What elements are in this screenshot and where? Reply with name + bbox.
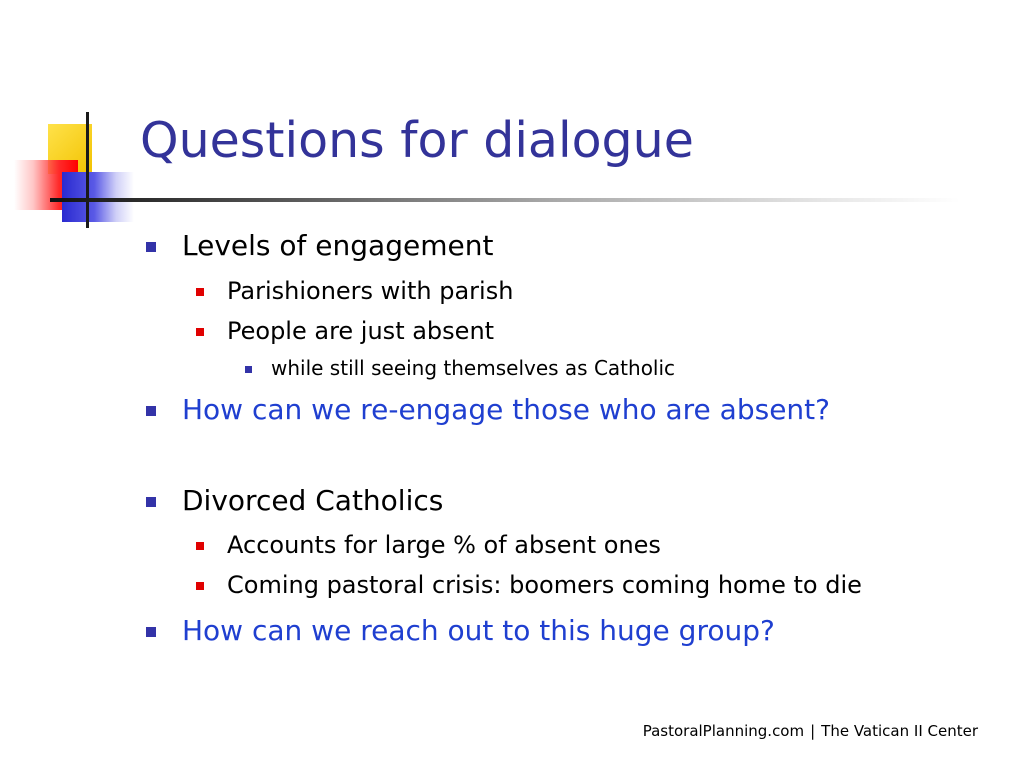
footer-org: The Vatican II Center (821, 722, 978, 740)
square-bullet-icon (245, 366, 252, 373)
bullet-text: People are just absent (227, 317, 495, 345)
vertical-rule (86, 112, 89, 228)
slide-footer (643, 722, 978, 740)
bullet-text: while still seeing themselves as Catholic (271, 356, 676, 380)
bullet-text: Coming pastoral crisis: boomers coming home to die (227, 571, 862, 599)
sub-bullet-item (227, 279, 513, 303)
square-bullet-icon (146, 627, 156, 637)
bullet-item-question (182, 393, 831, 426)
bullet-text: Parishioners with parish (227, 277, 514, 305)
blue-square-shape (62, 172, 134, 222)
sub-bullet-item (227, 573, 862, 597)
slide-title: Questions for dialogue (140, 112, 694, 169)
sub-sub-bullet-item (271, 358, 675, 378)
square-bullet-icon (196, 582, 204, 590)
square-bullet-icon (196, 328, 204, 336)
bullet-item (182, 484, 444, 517)
footer-site: PastoralPlanning.com (642, 722, 805, 740)
bullet-text: Accounts for large % of absent ones (227, 531, 661, 559)
square-bullet-icon (196, 542, 204, 550)
square-bullet-icon (196, 288, 204, 296)
square-bullet-icon (146, 242, 156, 252)
sub-bullet-item (227, 533, 661, 557)
bullet-text: How can we reach out to this huge group? (182, 614, 775, 647)
footer-separator: | (810, 722, 816, 740)
bullet-text: Divorced Catholics (182, 484, 444, 517)
square-bullet-icon (146, 406, 156, 416)
bullet-text: How can we re-engage those who are absent? (182, 393, 831, 426)
square-bullet-icon (146, 497, 156, 507)
sub-bullet-item (227, 319, 494, 343)
bullet-text: Levels of engagement (182, 229, 494, 262)
decorative-logo-graphic (0, 0, 160, 240)
title-underline (50, 198, 960, 202)
bullet-item (182, 229, 494, 262)
bullet-item-question (182, 614, 775, 647)
